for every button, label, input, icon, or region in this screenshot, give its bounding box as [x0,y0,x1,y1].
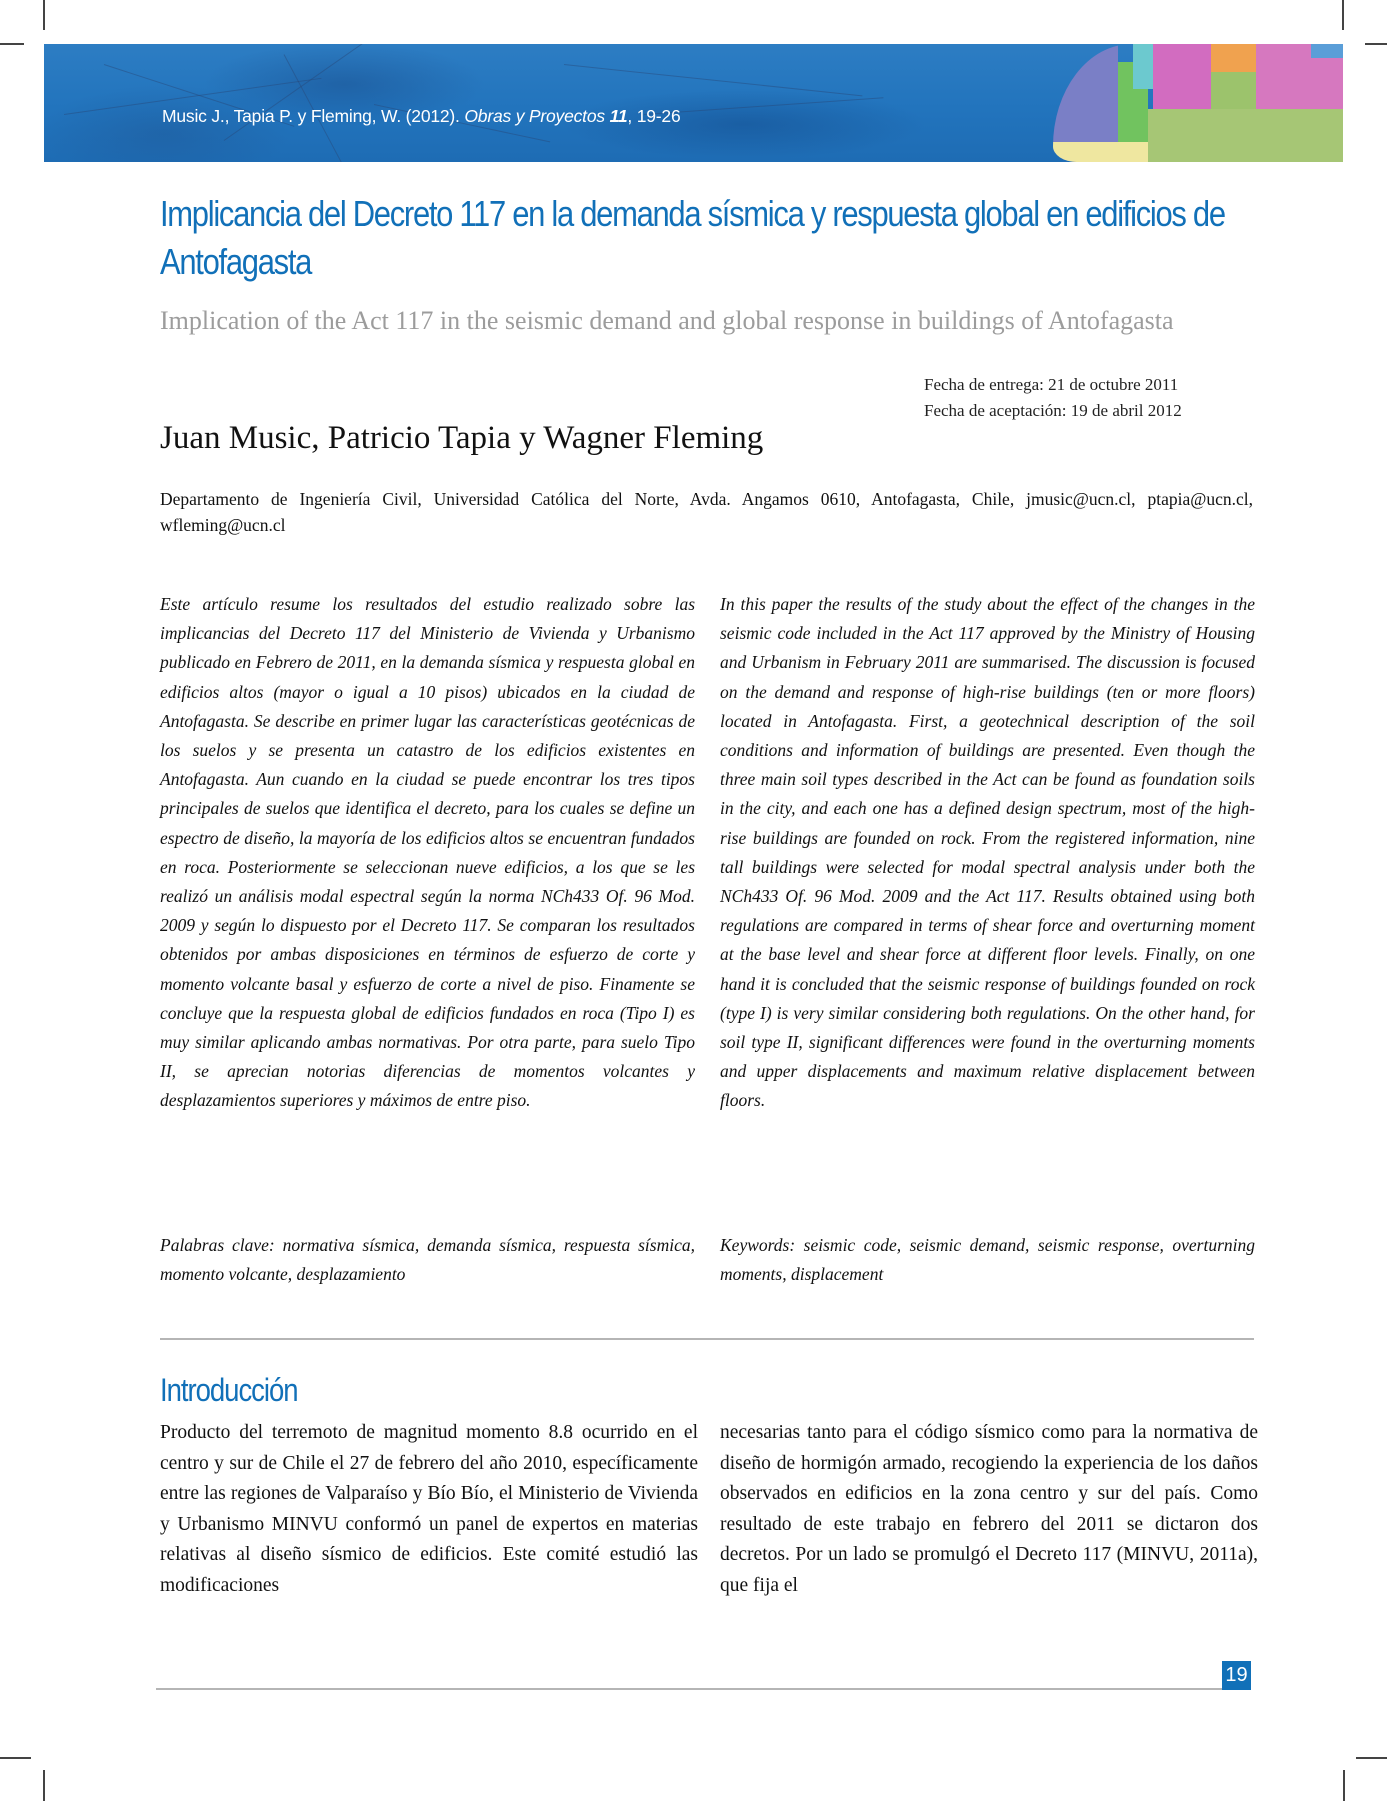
citation-pages: , 19-26 [627,106,681,126]
journal-banner [44,44,1343,162]
city-map-image [1053,44,1343,162]
crop-mark-top-left-h [0,43,24,45]
page-number: 19 [1222,1661,1251,1690]
crop-mark-top-right-v [1342,0,1344,30]
author-list: Juan Music, Patricio Tapia y Wagner Fleming [160,420,764,456]
crop-mark-bottom-right-v [1343,1770,1345,1801]
submission-dates [924,372,1182,424]
journal-volume: 11 [609,106,628,126]
crop-mark-bottom-right-h [1356,1757,1387,1759]
crop-mark-bottom-left-v [43,1770,45,1801]
citation-line [162,106,680,127]
date-accepted: Fecha de aceptación: 19 de abril 2012 [924,401,1182,420]
citation-authors: Music J., Tapia P. y Fleming, W. (2012). [162,106,465,126]
introduction-right-column: necesarias tanto para el código sísmico como para la normativa de diseño de hormigón armado, recogiendo la experiencia de los daños observados en edificios en la zona centro y sur del país. Como resultado de este trabajo en febrero del 2011 se dictaron dos decretos. Por un lado se promulgó el Decreto 117 (MINVU, 2011a), que fija el [720,1422,1258,1596]
introduction-heading: Introducción [160,1372,298,1408]
keywords-spanish: Palabras clave: normativa sísmica, demanda sísmica, respuesta sísmica, momento volcante, desplazamiento [160,1235,695,1284]
author-affiliation: Departamento de Ingeniería Civil, Universidad Católica del Norte, Avda. Angamos 0610, Antofagasta, Chile, jmusic@ucn.cl, ptapia@ucn.cl, wfleming@ucn.cl [160,489,1253,535]
paper-title-english: Implication of the Act 117 in the seismic demand and global response in buildings of Antofagasta [160,306,1174,335]
crop-mark-top-left-v [43,0,45,30]
abstract-spanish: Este artículo resume los resultados del estudio realizado sobre las implicancias del Decreto 117 del Ministerio de Vivienda y Urbanismo publicado en Febrero de 2011, en la demanda sísmica y respuesta global en edificios altos (mayor o igual a 10 pisos) ubicados en la ciudad de Antofagasta. Se describe en primer lugar las características geotécnicas de los suelos y se presenta un catastro de los edificios existentes en Antofagasta. Aun cuando en la ciudad se puede encontrar los tres tipos principales de suelos que identifica el decreto, para los cuales se define un espectro de diseño, la mayoría de los edificios altos se encuentran fundados en roca. Posteriormente se seleccionan nueve edificios, a los que se les realizó un análisis modal espectral según la norma NCh433 Of. 96 Mod. 2009 y según lo dispuesto por el Decreto 117. Se comparan los resultados obtenidos por ambas disposiciones en términos de esfuerzo de corte y momento volcante basal y esfuerzo de corte a nivel de piso. Finamente se concluye que la respuesta global de edificios fundados en roca (Tipo I) es muy similar aplicando ambas normativas. Por otra parte, para suelo Tipo II, se aprecian notorias diferencias de momentos volcantes y desplazamientos superiores y máximos de entre piso. [160,594,695,1111]
keywords-english: Keywords: seismic code, seismic demand, seismic response, overturning moments, displacement [720,1235,1255,1284]
journal-name: Obras y Proyectos [464,106,605,126]
footer-rule [156,1688,1222,1690]
crop-mark-bottom-left-h [0,1757,31,1759]
crop-mark-top-right-h [1365,43,1387,45]
section-divider [160,1338,1254,1340]
introduction-left-column: Producto del terremoto de magnitud momento 8.8 ocurrido en el centro y sur de Chile el 27 de febrero del año 2010, específicamente entre las regiones de Valparaíso y Bío Bío, el Ministerio de Vivienda y Urbanismo MINVU conformó un panel de expertos en materias relativas al diseño sísmico de edificios. Este comité estudió las modificaciones [160,1422,698,1596]
abstract-english: In this paper the results of the study about the effect of the changes in the seismic code included in the Act 117 approved by the Ministry of Housing and Urbanism in February 2011 are summarised. The discussion is focused on the demand and response of high-rise buildings (ten or more floors) located in Antofagasta. First, a geotechnical description of the soil conditions and information of buildings are presented. Even though the three main soil types described in the Act can be found as foundation soils in the city, and each one has a defined design spectrum, most of the high-rise buildings are founded on rock. From the registered information, nine tall buildings were selected for modal spectral analysis under both the NCh433 Of. 96 Mod. 2009 and the Act 117. Results obtained using both regulations are compared in terms of shear force and overturning moment at the base level and shear force at different floor levels. Finally, on one hand it is concluded that the seismic response of buildings founded on rock (type I) is very similar considering both regulations. On the other hand, for soil type II, significant differences were found in the overturning moments and upper displacements and maximum relative displacement between floors. [720,594,1255,1111]
date-received: Fecha de entrega: 21 de octubre 2011 [924,375,1179,394]
paper-title-spanish: Implicancia del Decreto 117 en la demanda sísmica y respuesta global en edificios de Antofagasta [160,193,1225,282]
